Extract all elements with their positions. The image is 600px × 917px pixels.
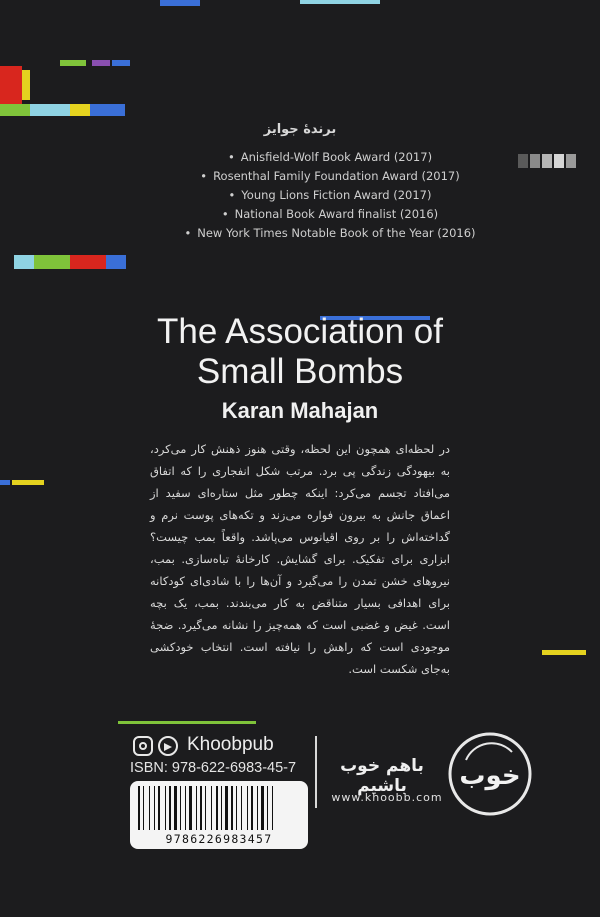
publisher-slogan: باهم خوب باشیم	[340, 756, 424, 796]
isbn: ISBN: 978-622-6983-45-7	[130, 760, 297, 776]
barcode-bar	[243, 786, 246, 830]
barcode-bar	[205, 786, 206, 830]
footer-divider	[315, 736, 317, 808]
barcode-bar	[145, 786, 148, 830]
publisher-handle: Khoobpub	[187, 734, 274, 755]
glitch-right-small	[542, 650, 586, 655]
barcode-bar	[138, 786, 140, 830]
glitch-strip-top	[0, 60, 140, 106]
glitch-strip-left-mid	[14, 255, 126, 269]
glitch-gray-blocks	[518, 154, 588, 168]
barcode-bar	[196, 786, 197, 830]
barcode-bar	[203, 786, 204, 830]
barcode-bar	[174, 786, 177, 830]
barcode-bar	[151, 786, 153, 830]
barcode-bar	[182, 786, 184, 830]
barcode-bar	[251, 786, 253, 830]
barcode-bar	[178, 786, 179, 830]
barcode-bar	[257, 786, 258, 830]
barcode-bar	[249, 786, 250, 830]
book-title	[0, 312, 600, 392]
barcode-bar	[247, 786, 248, 830]
barcode-bar	[169, 786, 171, 830]
glitch-strip-top-right	[160, 0, 460, 12]
barcode-bar	[156, 786, 157, 830]
barcode	[130, 781, 308, 849]
glitch-left-small	[0, 480, 44, 485]
barcode-bar	[216, 786, 218, 830]
publisher-logo	[446, 730, 534, 818]
barcode-bar	[207, 786, 210, 830]
barcode-bar	[165, 786, 166, 830]
barcode-digits: 9786226983457	[165, 832, 273, 846]
footer-accent-line	[118, 721, 256, 724]
barcode-bar	[265, 786, 266, 830]
award-item: • National Book Award finalist (2016)	[180, 205, 480, 224]
barcode-bar	[225, 786, 228, 830]
barcode-bar	[149, 786, 150, 830]
publisher-website: www.khoobb.com	[331, 791, 443, 804]
barcode-bar	[143, 786, 144, 830]
barcode-bar	[198, 786, 199, 830]
awards-heading: برندهٔ جوایز	[263, 122, 337, 137]
barcode-bar	[267, 786, 268, 830]
barcode-bar	[236, 786, 237, 830]
barcode-bar	[238, 786, 240, 830]
barcode-bars	[138, 786, 300, 830]
barcode-bar	[272, 786, 273, 830]
author-name: Karan Mahajan	[221, 398, 379, 423]
barcode-bar	[189, 786, 192, 830]
barcode-bar	[269, 786, 271, 830]
barcode-bar	[234, 786, 235, 830]
barcode-bar	[154, 786, 155, 830]
barcode-bar	[223, 786, 224, 830]
instagram-icon[interactable]	[133, 736, 153, 756]
barcode-bar	[161, 786, 164, 830]
book-title-line2: Small Bombs	[196, 352, 404, 391]
barcode-bar	[193, 786, 195, 830]
barcode-bar	[261, 786, 264, 830]
award-item: • New York Times Notable Book of the Year (2016)	[180, 224, 480, 243]
barcode-bar	[141, 786, 142, 830]
glitch-strip-mid	[0, 104, 125, 116]
telegram-icon[interactable]	[158, 736, 178, 756]
award-item: • Rosenthal Family Foundation Award (2017)	[180, 167, 480, 186]
barcode-bar	[274, 786, 276, 830]
awards-list	[180, 148, 480, 243]
barcode-bar	[213, 786, 215, 830]
book-blurb: در لحظه‌ای همچون این لحظه، وقتی هنوز ذهنش کار می‌کرد، به بیهودگی زندگی پی برد. مرتب شکل انفجاری را که اتفاق می‌افتاد تجسم می‌کرد: اینکه چطور مثل ستاره‌ای سفید از اعماق جانش به بیرون فواره می‌زند و تکه‌های پوست نرم و گداخته‌اش را بر روی اقیانوس می‌پاشد. واقعاً بمب چیست؟ ابزاری برای تفکیک. برای گشایش. کارخانهٔ تباه‌سازی. بمب، نیروهای خشن تمدن را می‌گیرد و آن‌ها را با شادی‌ای کودکانه برای اهدافی بسیار متناقض به کار می‌بندند. بمب، یک بچه است. غیض و غضبی است که همه‌چیز را نشانه می‌گیرد. ضجهٔ موجودی است که راهش را نیافته است. انتخاب خودکشی به‌جای شکست است.	[150, 442, 450, 676]
barcode-bar	[241, 786, 242, 830]
barcode-bar	[187, 786, 188, 830]
barcode-bar	[185, 786, 186, 830]
barcode-bar	[158, 786, 160, 830]
barcode-bar	[231, 786, 233, 830]
barcode-bar	[200, 786, 202, 830]
barcode-bar	[221, 786, 222, 830]
award-item: • Anisfield-Wolf Book Award (2017)	[180, 148, 480, 167]
barcode-bar	[219, 786, 220, 830]
barcode-bar	[180, 786, 181, 830]
book-title-line1: The Association of	[157, 312, 443, 351]
barcode-bar	[167, 786, 168, 830]
barcode-bar	[172, 786, 173, 830]
logo-text: خوب	[459, 761, 521, 791]
barcode-bar	[254, 786, 256, 830]
barcode-bar	[229, 786, 230, 830]
barcode-bar	[259, 786, 260, 830]
award-item: • Young Lions Fiction Award (2017)	[180, 186, 480, 205]
barcode-bar	[211, 786, 212, 830]
social-icons	[133, 736, 178, 756]
